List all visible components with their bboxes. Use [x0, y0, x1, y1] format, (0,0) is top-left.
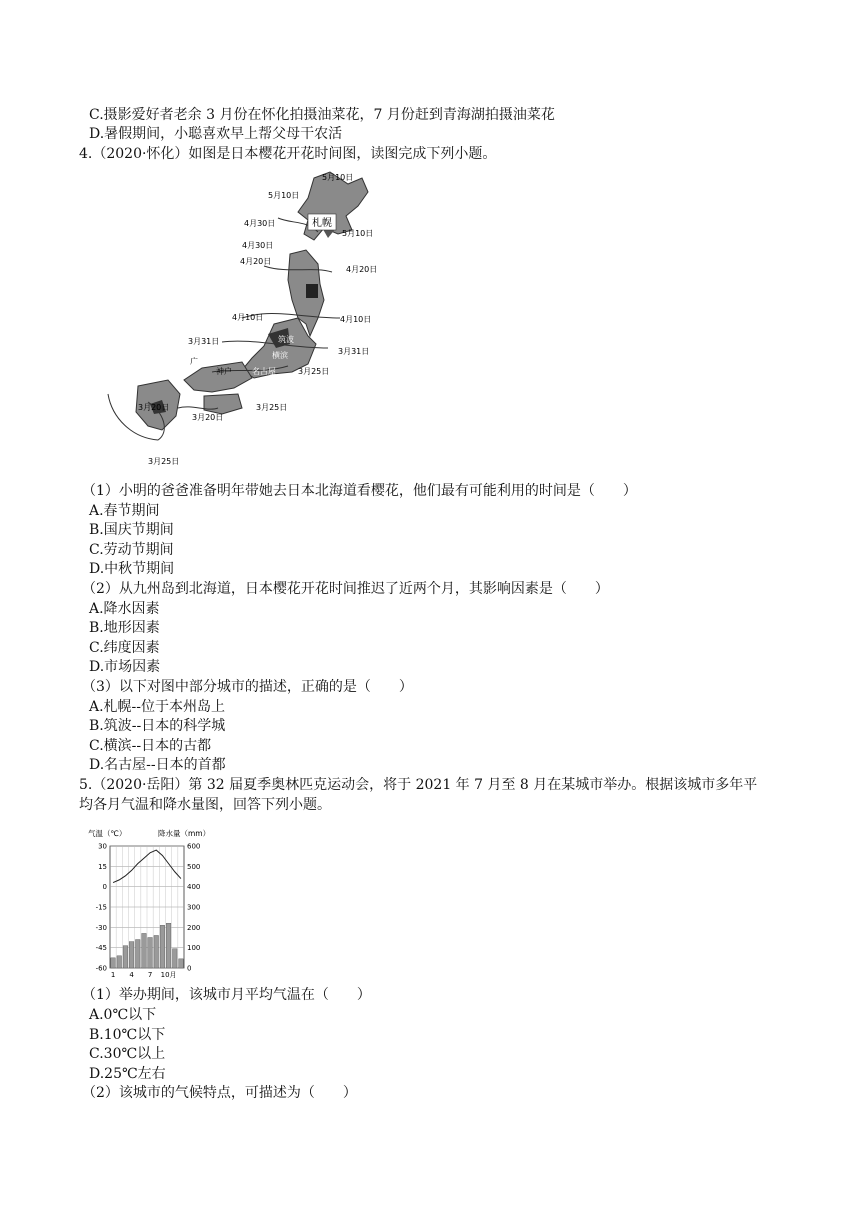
q5-sub1-option-a: A.0℃以下: [89, 1007, 157, 1023]
climate-x-tick: 10月: [160, 971, 177, 978]
precipitation-bar: [172, 949, 177, 968]
q4-sub1: （1）小明的爸爸准备明年带她去日本北海道看樱花，他们最有可能利用的时间是（ ）: [82, 483, 637, 499]
climate-x-tick: 1: [110, 971, 116, 978]
q3-option-c: C.摄影爱好者老余 3 月份在怀化拍摄油菜花，7 月份赶到青海湖拍摄油菜花: [89, 107, 555, 123]
map-label-sapporo: 札幌: [312, 218, 332, 229]
q4-sub2: （2）从九州岛到北海道，日本樱花开花时间推迟了近两个月，其影响因素是（ ）: [82, 581, 609, 597]
map-label-mar31: 3月31日: [188, 337, 220, 346]
q5-stem-line1: 5.（2020·岳阳）第 32 届夏季奥林匹克运动会，将于 2021 年 7 月至 8 月在某城市举办。根据该城市多年平: [79, 777, 758, 793]
climate-left-tick: -30: [95, 923, 107, 932]
q4-sub2-option-d: D.市场因素: [89, 659, 161, 675]
q4-sub1-option-d: D.中秋节期间: [89, 561, 175, 577]
map-label-mar25-b: 3月25日: [256, 403, 288, 412]
climate-left-axis-title: 气温（℃）: [88, 829, 127, 838]
japan-cherry-blossom-map: [92, 168, 422, 473]
climate-right-tick: 600: [187, 842, 201, 851]
q4-sub2-option-b: B.地形因素: [89, 620, 160, 636]
q4-sub2-option-c: C.纬度因素: [89, 640, 160, 656]
q5-sub1: （1）举办期间，该城市月平均气温在（ ）: [82, 987, 371, 1003]
map-label-hiroshima: 广: [190, 357, 198, 366]
map-label-tsukuba: 筑波: [278, 335, 294, 344]
q4-sub3-option-b: B.筑波--日本的科学城: [89, 718, 226, 734]
precipitation-bar: [166, 923, 171, 968]
climate-right-tick: 100: [187, 944, 201, 953]
climate-left-tick: -45: [95, 944, 107, 953]
map-label-may10-b: 5月10日: [268, 191, 300, 200]
q5-sub1-option-d: D.25℃左右: [89, 1066, 166, 1082]
climate-left-tick: 15: [98, 862, 107, 871]
climate-left-tick: 0: [102, 883, 107, 892]
precipitation-bar: [154, 935, 159, 968]
map-label-may10: 5月10日: [322, 173, 354, 182]
map-label-mar20-b: 3月20日: [192, 413, 224, 422]
map-label-apr10: 4月10日: [232, 313, 264, 322]
precipitation-bar: [135, 940, 140, 968]
q5-sub1-option-c: C.30℃以上: [89, 1046, 166, 1062]
precipitation-bar: [117, 956, 122, 968]
q4-sub1-option-a: A.春节期间: [89, 503, 160, 519]
q4-sub2-option-a: A.降水因素: [89, 601, 160, 617]
precipitation-bar: [148, 938, 153, 969]
map-label-yokohama: 横滨: [272, 351, 288, 360]
map-label-apr20: 4月20日: [240, 257, 272, 266]
q4-sub1-option-b: B.国庆节期间: [89, 522, 174, 538]
precipitation-bar: [160, 925, 165, 968]
q3-option-d: D.暑假期间，小聪喜欢早上帮父母干农活: [89, 126, 343, 142]
map-label-apr30-b: 4月30日: [242, 241, 274, 250]
climate-right-tick: 300: [187, 903, 201, 912]
q4-sub3-option-c: C.横滨--日本的古都: [89, 738, 212, 754]
precipitation-bar: [129, 942, 134, 968]
q4-sub3-option-a: A.札幌--位于本州岛上: [89, 699, 226, 715]
map-label-mar31-b: 3月31日: [338, 347, 370, 356]
map-label-may10-c: 5月10日: [342, 229, 374, 238]
climate-right-tick: 0: [187, 964, 192, 973]
climate-right-tick: 400: [187, 883, 201, 892]
climate-left-tick: -15: [95, 903, 107, 912]
climate-right-axis-title: 降水量（mm）: [158, 829, 211, 838]
map-label-mar20: 3月20日: [138, 403, 170, 412]
climate-right-tick: 200: [187, 923, 201, 932]
q4-sub3: （3）以下对图中部分城市的描述，正确的是（ ）: [82, 679, 413, 695]
map-label-kobe: 神户: [216, 367, 232, 376]
climate-x-tick: 4: [129, 971, 134, 978]
climate-left-tick: 30: [98, 842, 107, 851]
map-label-apr20-b: 4月20日: [346, 265, 378, 274]
precipitation-bar: [179, 959, 184, 968]
q4-stem: 4.（2020·怀化）如图是日本樱花开花时间图，读图完成下列小题。: [79, 146, 497, 162]
map-label-mar25-c: 3月25日: [148, 457, 180, 466]
precipitation-bar: [111, 958, 116, 968]
precipitation-bar: [142, 933, 147, 968]
q4-sub3-option-d: D.名古屋--日本的首都: [89, 757, 226, 773]
precipitation-bar: [123, 946, 128, 968]
map-label-apr30: 4月30日: [244, 219, 276, 228]
map-label-mar25: 3月25日: [298, 367, 330, 376]
climate-left-tick: -60: [95, 964, 107, 973]
q5-sub2: （2）该城市的气候特点，可描述为（ ）: [82, 1085, 357, 1101]
q4-sub1-option-c: C.劳动节期间: [89, 542, 174, 558]
q5-sub1-option-b: B.10℃以下: [89, 1027, 166, 1043]
q5-stem-line2: 均各月气温和降水量图，回答下列小题。: [79, 797, 331, 813]
map-label-nagoya: 名古屋: [252, 367, 276, 376]
climate-x-tick: 7: [147, 971, 153, 978]
map-label-apr10-b: 4月10日: [340, 315, 372, 324]
climate-right-tick: 500: [187, 862, 201, 871]
climate-chart: [88, 826, 220, 978]
